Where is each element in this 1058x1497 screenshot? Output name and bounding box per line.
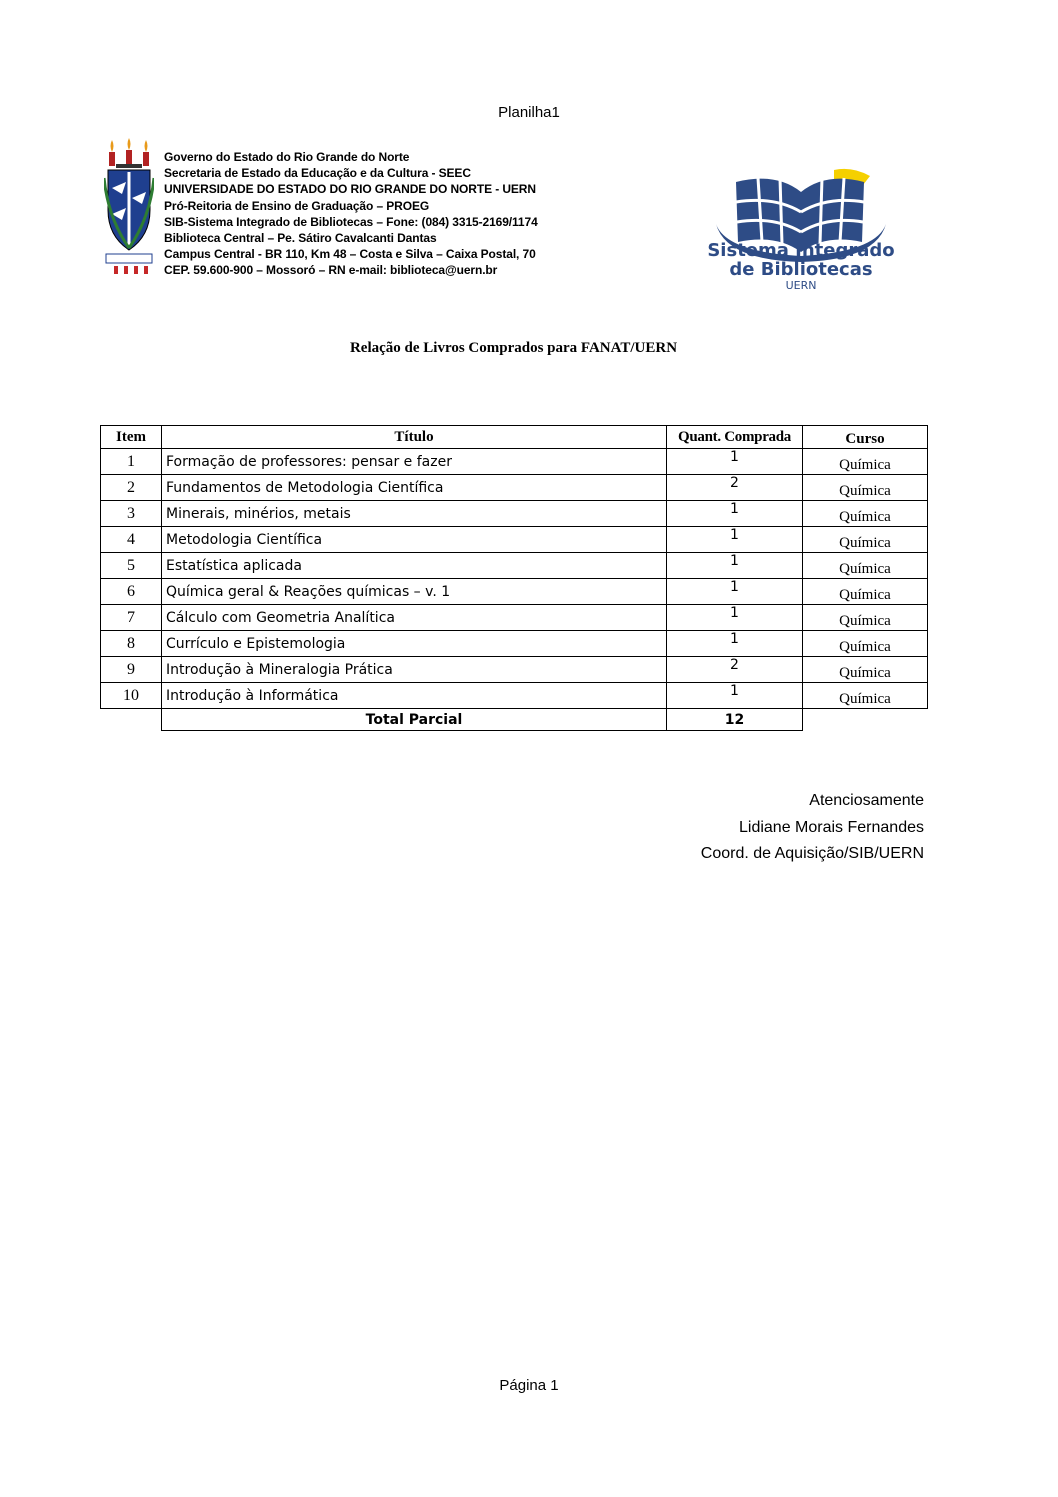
cell-qty: 1	[667, 449, 803, 475]
header-line: UNIVERSIDADE DO ESTADO DO RIO GRANDE DO NORTE - UERN	[164, 182, 536, 197]
header-line: Pró-Reitoria de Ensino de Graduação – PROEG	[164, 198, 430, 213]
header-line: Governo do Estado do Rio Grande do Norte	[164, 150, 410, 164]
cell-qty: 1	[667, 527, 803, 553]
cell-item: 8	[101, 631, 162, 657]
cell-course: Química	[803, 657, 928, 683]
table-row	[101, 475, 928, 501]
cell-qty: 1	[667, 579, 803, 605]
cell-course: Química	[803, 579, 928, 605]
cell-course: Química	[803, 683, 928, 709]
total-row	[101, 709, 928, 731]
cell-item: 10	[101, 683, 162, 709]
cell-item: 2	[101, 475, 162, 501]
document-title: Relação de Livros Comprados para FANAT/UERN	[349, 340, 678, 356]
signer-name: Lidiane Morais Fernandes	[739, 818, 924, 836]
cell-title: Fundamentos de Metodologia Científica	[162, 475, 667, 501]
cell-course: Química	[803, 449, 928, 475]
cell-title: Formação de professores: pensar e fazer	[162, 449, 667, 475]
table-header-row	[101, 426, 928, 449]
cell-title: Currículo e Epistemologia	[162, 631, 667, 657]
header-line: Campus Central - BR 110, Km 48 – Costa e Silva – Caixa Postal, 70	[164, 247, 536, 262]
cell-course: Química	[803, 605, 928, 631]
cell-title: Química geral & Reações químicas – v. 1	[162, 579, 667, 605]
cell-qty: 1	[667, 683, 803, 709]
cell-item: 3	[101, 501, 162, 527]
logo-text-line2: de Bibliotecas	[729, 259, 873, 280]
cell-title: Cálculo com Geometria Analítica	[162, 605, 667, 631]
cell-course: Química	[803, 501, 928, 527]
cell-qty: 1	[667, 605, 803, 631]
header-course: Curso	[803, 426, 928, 449]
blank-cell	[101, 709, 162, 731]
logo-text-line1: Sistema Integrado	[707, 240, 895, 261]
table-row	[101, 501, 928, 527]
cell-qty: 2	[667, 475, 803, 501]
sheet-title: Planilha1	[498, 104, 560, 121]
cell-title: Introdução à Informática	[162, 683, 667, 709]
header-line: CEP. 59.600-900 – Mossoró – RN e-mail: biblioteca@uern.br	[164, 263, 498, 278]
logo-text-line3: UERN	[785, 279, 817, 292]
books-table	[100, 425, 928, 731]
uern-crest-logo	[104, 138, 154, 276]
header-line: Biblioteca Central – Pe. Sátiro Cavalcanti Dantas	[164, 231, 437, 246]
total-value: 12	[667, 709, 803, 731]
cell-item: 4	[101, 527, 162, 553]
signer-role: Coord. de Aquisição/SIB/UERN	[700, 845, 924, 862]
blank-cell	[803, 709, 928, 731]
cell-qty: 1	[667, 631, 803, 657]
header-qty: Quant. Comprada	[667, 426, 803, 449]
table-row	[101, 527, 928, 553]
cell-item: 9	[101, 657, 162, 683]
cell-title: Metodologia Científica	[162, 527, 667, 553]
cell-title: Minerais, minérios, metais	[162, 501, 667, 527]
institution-header	[164, 149, 538, 279]
cell-course: Química	[803, 553, 928, 579]
cell-qty: 1	[667, 553, 803, 579]
cell-item: 1	[101, 449, 162, 475]
cell-title: Introdução à Mineralogia Prática	[162, 657, 667, 683]
table-row	[101, 683, 928, 709]
cell-qty: 2	[667, 657, 803, 683]
cell-course: Química	[803, 527, 928, 553]
closing-text: Atenciosamente	[809, 792, 924, 809]
cell-course: Química	[803, 631, 928, 657]
cell-item: 7	[101, 605, 162, 631]
table-row	[101, 631, 928, 657]
header-item: Item	[101, 426, 162, 449]
cell-title: Estatística aplicada	[162, 553, 667, 579]
table-row	[101, 449, 928, 475]
cell-item: 5	[101, 553, 162, 579]
header-line: SIB-Sistema Integrado de Bibliotecas – Fone: (084) 3315-2169/1174	[164, 214, 538, 229]
table-row	[101, 579, 928, 605]
cell-item: 6	[101, 579, 162, 605]
header-title: Título	[162, 426, 667, 449]
table-row	[101, 605, 928, 631]
cell-course: Química	[803, 475, 928, 501]
table-row	[101, 657, 928, 683]
signature-block	[701, 788, 924, 868]
header-line: Secretaria de Estado da Educação e da Cultura - SEEC	[164, 166, 471, 181]
cell-qty: 1	[667, 501, 803, 527]
page-number: Página 1	[499, 1377, 559, 1394]
total-label: Total Parcial	[162, 709, 667, 731]
table-row	[101, 553, 928, 579]
